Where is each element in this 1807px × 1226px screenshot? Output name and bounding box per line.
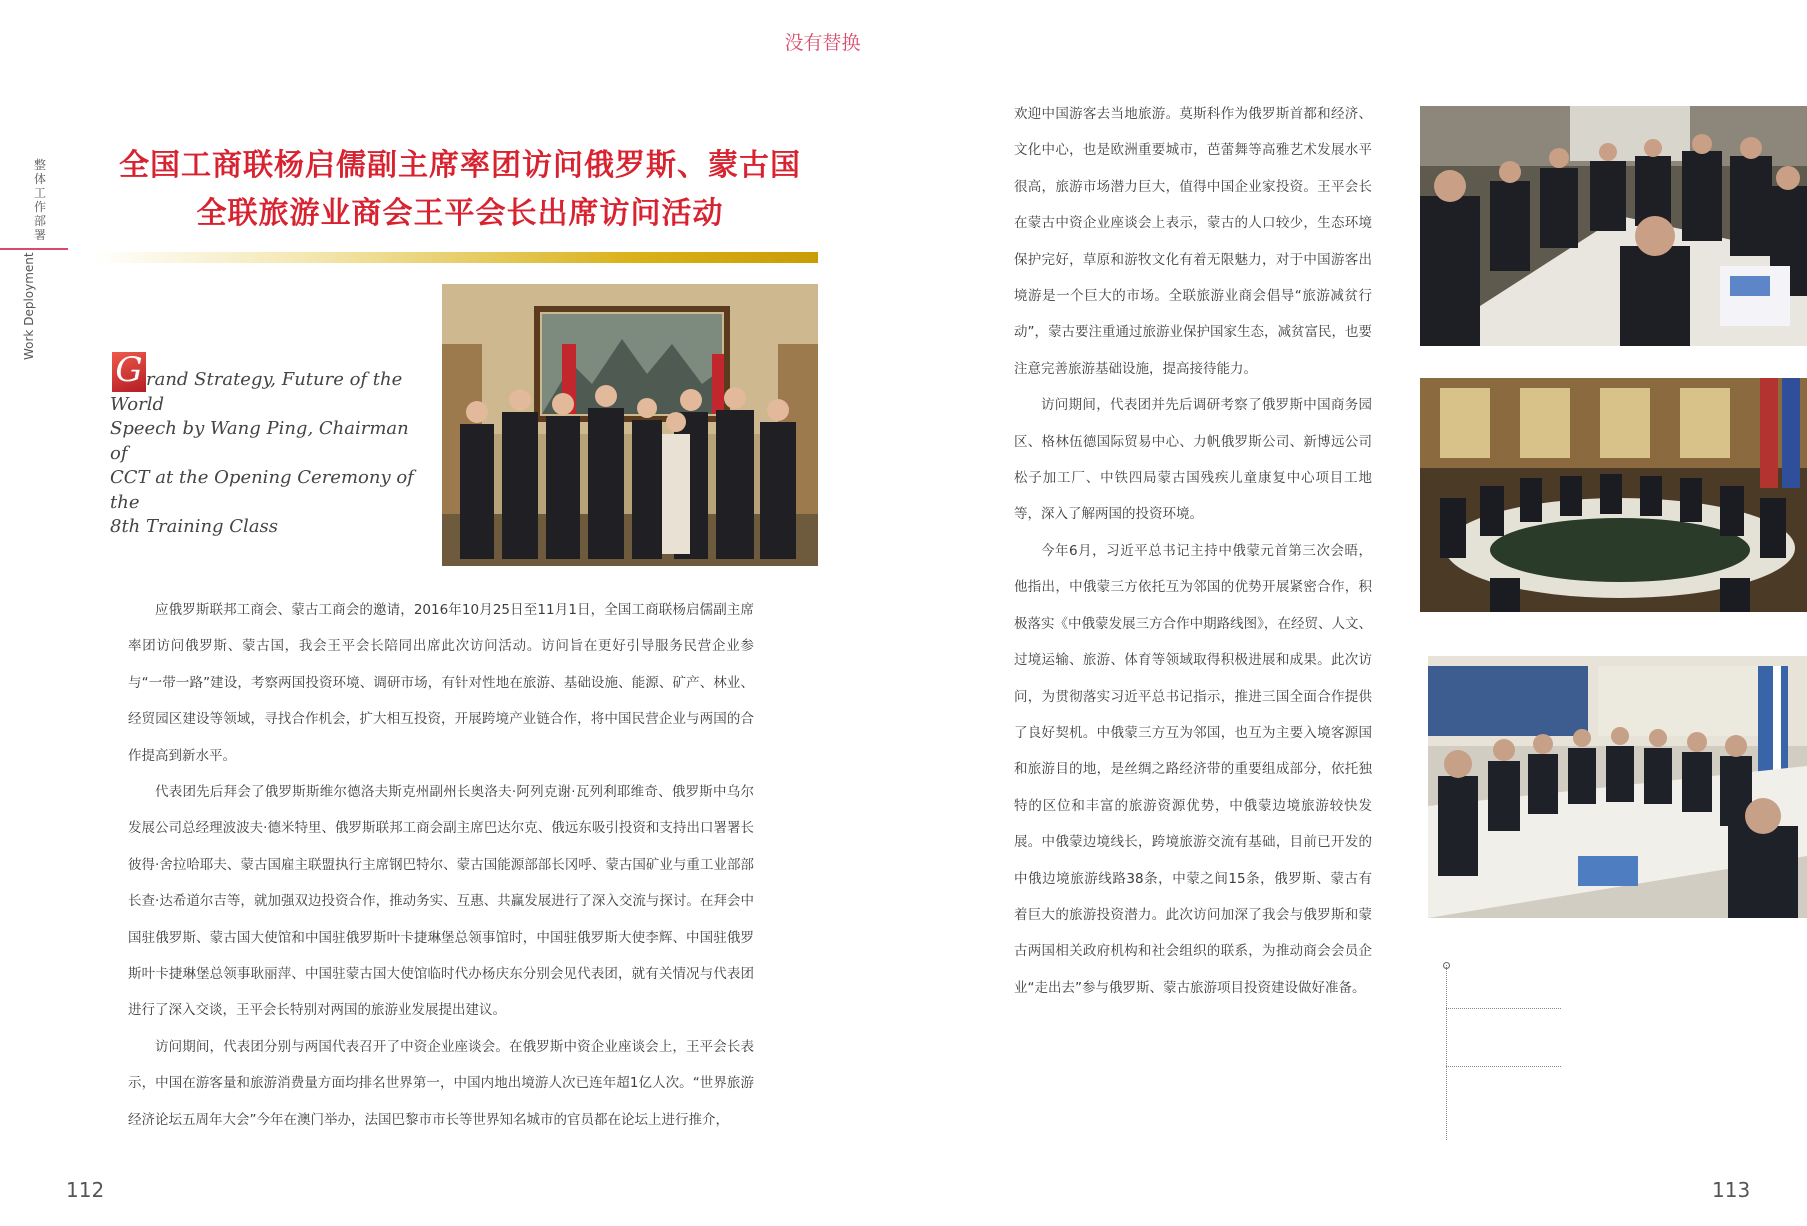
meeting-photo-2: [1420, 378, 1807, 612]
right-column-text: [1014, 96, 1372, 1006]
meeting-photo-3: [1428, 656, 1807, 918]
header-note: 没有替换: [784, 32, 861, 54]
english-subtitle-line: 8th Training Class: [110, 516, 279, 537]
paragraph: 访问期间，代表团分别与两国代表召开了中资企业座谈会。在俄罗斯中资企业座谈会上，王平会长表示，中国在游客量和旅游消费量方面均排名世界第一，中国内地出境游人次已连年超1亿人次。“世界旅游经济论坛五周年大会”今年在澳门举办，法国巴黎市市长等世界知名城市的官员都在论坛上进行推介，: [128, 1038, 754, 1128]
side-tab-divider: [0, 248, 68, 250]
article-title-line-1: 全国工商联杨启儒副主席率团访问俄罗斯、蒙古国: [119, 148, 801, 183]
english-subtitle-line: Speech by Wang Ping, Chairman of: [110, 418, 409, 464]
english-subtitle-line: rand Strategy, Future of the: [146, 369, 403, 390]
english-subtitle-line: CCT at the Opening Ceremony of the: [110, 467, 414, 513]
page-number-left: 112: [66, 1178, 105, 1202]
decor-horizontal-dots: [1446, 1066, 1561, 1067]
side-tab-en-label: Work Deployment: [22, 252, 36, 360]
drop-cap-letter: G: [115, 350, 143, 390]
article-title-line-2: 全联旅游业商会王平会长出席访问活动: [196, 196, 724, 231]
paragraph: 访问期间，代表团并先后调研考察了俄罗斯中国商务园区、格林伍德国际贸易中心、力帆俄罗斯公司、新博远公司松子加工厂、中铁四局蒙古国残疾儿童康复中心项目工地等，深入了解两国的投资环境。: [1014, 397, 1372, 523]
english-subtitle-line: World: [110, 393, 164, 415]
decor-vertical-dots: [1446, 965, 1447, 1140]
left-column-text: [128, 592, 754, 1138]
meeting-photo-1: [1420, 106, 1807, 346]
paragraph: 欢迎中国游客去当地旅游。莫斯科作为俄罗斯首都和经济、文化中心，也是欧洲重要城市，芭蕾舞等高雅艺术发展水平很高，旅游市场潜力巨大，值得中国企业家投资。王平会长在蒙古中资企业座谈会上表示，蒙古的人口较少，生态环境保护完好，草原和游牧文化有着无限魅力，对于中国游客出境游是一个巨大的市场。全联旅游业商会倡导“旅游减贫行动”，蒙古要注重通过旅游业保护国家生态，减贫富民，也要注意完善旅游基础设施，提高接待能力。: [1014, 106, 1372, 377]
decor-horizontal-dots: [1446, 1008, 1561, 1009]
group-photo: [442, 284, 818, 566]
paragraph: 代表团先后拜会了俄罗斯斯维尔德洛夫斯克州副州长奥洛夫·阿列克谢·瓦列利耶维奇、俄罗斯中乌尔发展公司总经理波波夫·德米特里、俄罗斯联邦工商会副主席巴达尔克、俄远东吸引投资和支持出口署署长彼得·舍拉哈耶夫、蒙古国雇主联盟执行主席钢巴特尔、蒙古国能源部部长冈呼、蒙古国矿业与重工业部部长查·达希道尔吉等，就加强双边投资合作，推动务实、互惠、共赢发展进行了深入交流与探讨。在拜会中国驻俄罗斯、蒙古国大使馆和中国驻俄罗斯叶卡捷琳堡总领事馆时，中国驻俄罗斯大使李辉、中国驻俄罗斯叶卡捷琳堡总领事耿丽萍、中国驻蒙古国大使馆临时代办杨庆东分别会见代表团，就有关情况与代表团进行了深入交谈，王平会长特别对两国的旅游业发展提出建议。: [128, 784, 754, 1019]
title-gradient-bar: [92, 252, 818, 263]
paragraph: 应俄罗斯联邦工商会、蒙古工商会的邀请，2016年10月25日至11月1日，全国工商联杨启儒副主席率团访问俄罗斯、蒙古国，我会王平会长陪同出席此次访问活动。访问旨在更好引导服务民营企业参与“一带一路”建设，考察两国投资环境、调研市场，有针对性地在旅游、基础设施、能源、矿产、林业、经贸园区建设等领域，寻找合作机会，扩大相互投资，开展跨境产业链合作，将中国民营企业与两国的合作提高到新水平。: [128, 602, 754, 764]
side-tab-cn-label: 整体工作部署: [34, 158, 47, 242]
english-subtitle: [110, 368, 430, 540]
page-number-right: 113: [1712, 1178, 1751, 1202]
paragraph: 今年6月，习近平总书记主持中俄蒙元首第三次会晤，他指出，中俄蒙三方依托互为邻国的优势开展紧密合作，积极落实《中俄蒙发展三方合作中期路线图》，在经贸、人文、过境运输、旅游、体育等领域取得积极进展和成果。此次访问，为贯彻落实习近平总书记指示，推进三国全面合作提供了良好契机。中俄蒙三方互为邻国，也互为主要入境客源国和旅游目的地，是丝绸之路经济带的重要组成部分，依托独特的区位和丰富的旅游资源优势，中俄蒙边境旅游较快发展。中俄蒙边境线长，跨境旅游交流有基础，目前已开发的中俄边境旅游线路38条，中蒙之间15条，俄罗斯、蒙古有着巨大的旅游投资潜力。此次访问加深了我会与俄罗斯和蒙古两国相关政府机构和社会组织的联系，为推动商会会员企业“走出去”参与俄罗斯、蒙古旅游项目投资建设做好准备。: [1014, 542, 1372, 996]
